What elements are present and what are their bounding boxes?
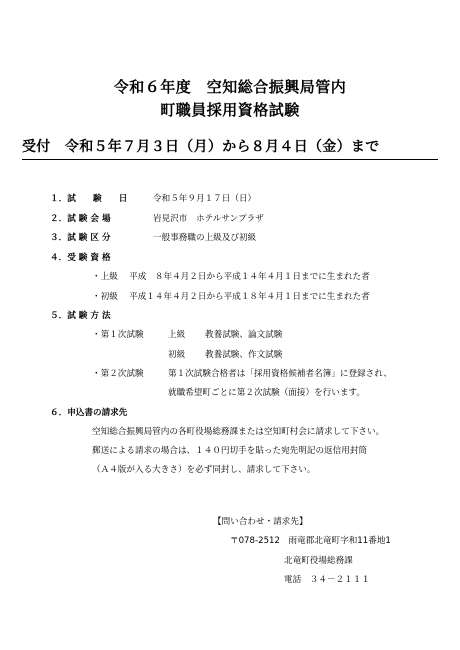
request-line-2: 郵送による請求の場合は、１４０円切手を貼った宛先明記の返信用封筒	[92, 446, 368, 456]
exam-date-label: １．試 験 日	[50, 194, 128, 204]
first-exam-lower-level: 初級	[168, 350, 186, 360]
reception-underline	[22, 159, 438, 160]
first-exam-label: ・第１次試験	[92, 330, 144, 340]
first-exam-upper-level: 上級	[168, 330, 186, 340]
exam-method-label: ５．試 験 方 法	[50, 311, 111, 321]
exam-venue-value: 岩見沢市 ホテルサンプラザ	[153, 214, 264, 224]
exam-category-label: ３．試 験 区 分	[50, 233, 111, 243]
first-exam-upper-content: 教養試験、論文試験	[205, 330, 283, 340]
contact-phone: 電話 ３４－２１１１	[284, 575, 370, 585]
request-line-1: 空知総合振興局管内の各町役場総務課または空知町村会に請求して下さい。	[92, 427, 385, 437]
second-exam-line-2: 就職希望町ごとに第２次試験（面接）を行います。	[168, 388, 365, 398]
eligibility-upper: ・上級 平成 ８年４月２日から平成１４年４月１日までに生まれた者	[92, 272, 370, 282]
exam-date-value: 令和５年９月１７日（日）	[153, 194, 257, 204]
eligibility-lower: ・初級 平成１４年４月２日から平成１８年４月１日までに生まれた者	[92, 292, 370, 302]
eligibility-label: ４．受 験 資 格	[50, 253, 111, 263]
title-line-2: 町職員採用資格試験	[160, 101, 300, 119]
reception-period: 受付 令和５年７月３日（月）から８月４日（金）まで	[22, 139, 380, 155]
contact-heading: 【問い合わせ・請求先】	[213, 517, 308, 527]
exam-venue-label: ２．試 験 会 場	[50, 214, 111, 224]
second-exam-line-1: 第１次試験合格者は「採用資格候補者名簿」に登録され、	[168, 369, 392, 379]
first-exam-lower-content: 教養試験、作文試験	[205, 350, 283, 360]
exam-category-value: 一般事務職の上級及び初級	[153, 233, 257, 243]
request-label: ６．申込書の請求先	[50, 408, 128, 418]
contact-address: 〒078-2512 雨竜郡北竜町字和11番地1	[230, 536, 391, 546]
contact-office: 北竜町役場総務課	[284, 556, 353, 566]
request-line-3: （Ａ４版が入る大きさ）を必ず同封し、請求して下さい。	[92, 465, 316, 475]
title-line-1: 令和６年度 空知総合振興局管内	[113, 78, 347, 96]
second-exam-label: ・第２次試験	[92, 369, 144, 379]
